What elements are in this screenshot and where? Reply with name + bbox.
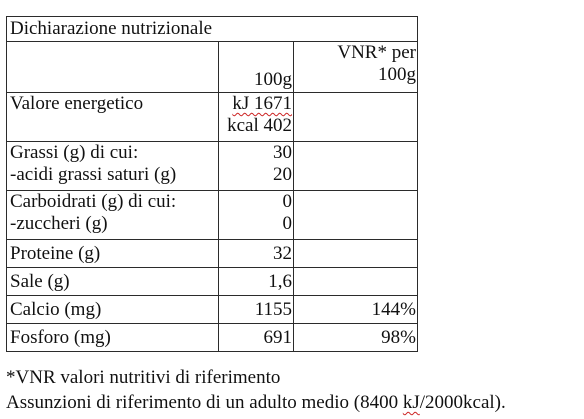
row-vnr-cell	[294, 191, 418, 240]
row-vnr-cell	[294, 93, 418, 142]
row-subname: -acidi grassi saturi (g)	[10, 164, 177, 185]
row-vnr	[294, 268, 418, 296]
row-name-cell	[7, 142, 219, 191]
footnotes	[6, 365, 506, 415]
footnote-reference-text: Assunzioni di riferimento di un adulto medio (8400	[6, 392, 403, 413]
header-amount-cell	[219, 42, 294, 93]
row-amount-cell	[219, 191, 294, 240]
header-amount-label: 100g	[254, 69, 292, 90]
row-amount-kj	[222, 93, 292, 115]
table-row-protein	[7, 240, 418, 268]
row-name: Grassi (g) di cui:	[10, 142, 139, 163]
row-amount-kj-text: kJ 1671	[232, 93, 292, 114]
row-vnr: 98%	[294, 324, 418, 352]
table-title: Dichiarazione nutrizionale	[7, 17, 418, 42]
row-amount: 1155	[219, 296, 294, 324]
footnote-kj-unit: kJ	[402, 392, 420, 413]
row-subamount: 20	[273, 164, 292, 185]
table-title-row	[7, 17, 418, 42]
row-subname: -zuccheri (g)	[10, 213, 108, 234]
table-row-energy	[7, 93, 418, 142]
row-amount: 691	[219, 324, 294, 352]
row-name-cell	[7, 93, 219, 142]
row-name: Valore energetico	[10, 93, 144, 114]
row-amount-cell	[219, 142, 294, 191]
row-amount: 1,6	[219, 268, 294, 296]
row-name: Sale (g)	[7, 268, 219, 296]
table-row-phosphorus	[7, 324, 418, 352]
row-name: Proteine (g)	[7, 240, 219, 268]
header-vnr-label-line2: 100g	[378, 64, 416, 85]
header-vnr-cell	[294, 42, 418, 93]
table-row-calcium	[7, 296, 418, 324]
footnote-reference-end: /2000kcal).	[419, 392, 506, 413]
row-amount: 30	[273, 142, 292, 163]
row-vnr: 144%	[294, 296, 418, 324]
footnote-vnr-definition: *VNR valori nutritivi di riferimento	[6, 367, 281, 388]
footnote-reference-intake	[6, 390, 506, 415]
row-vnr	[294, 240, 418, 268]
nutrition-table	[6, 16, 418, 352]
row-amount: 0	[282, 191, 292, 212]
row-amount: 32	[219, 240, 294, 268]
table-row-salt	[7, 268, 418, 296]
table-row-fats	[7, 142, 418, 191]
row-vnr-cell	[294, 142, 418, 191]
table-row-carbs	[7, 191, 418, 240]
row-subamount: 0	[282, 213, 292, 234]
table-header-row	[7, 42, 418, 93]
row-name: Carboidrati (g) di cui:	[10, 191, 177, 212]
header-empty-cell	[7, 42, 219, 93]
row-amount-kcal: kcal 402	[227, 115, 292, 136]
row-name: Fosforo (mg)	[7, 324, 219, 352]
header-vnr-label-line1: VNR* per	[337, 42, 416, 63]
row-name: Calcio (mg)	[7, 296, 219, 324]
row-name-cell	[7, 191, 219, 240]
row-amount-cell	[219, 93, 294, 142]
